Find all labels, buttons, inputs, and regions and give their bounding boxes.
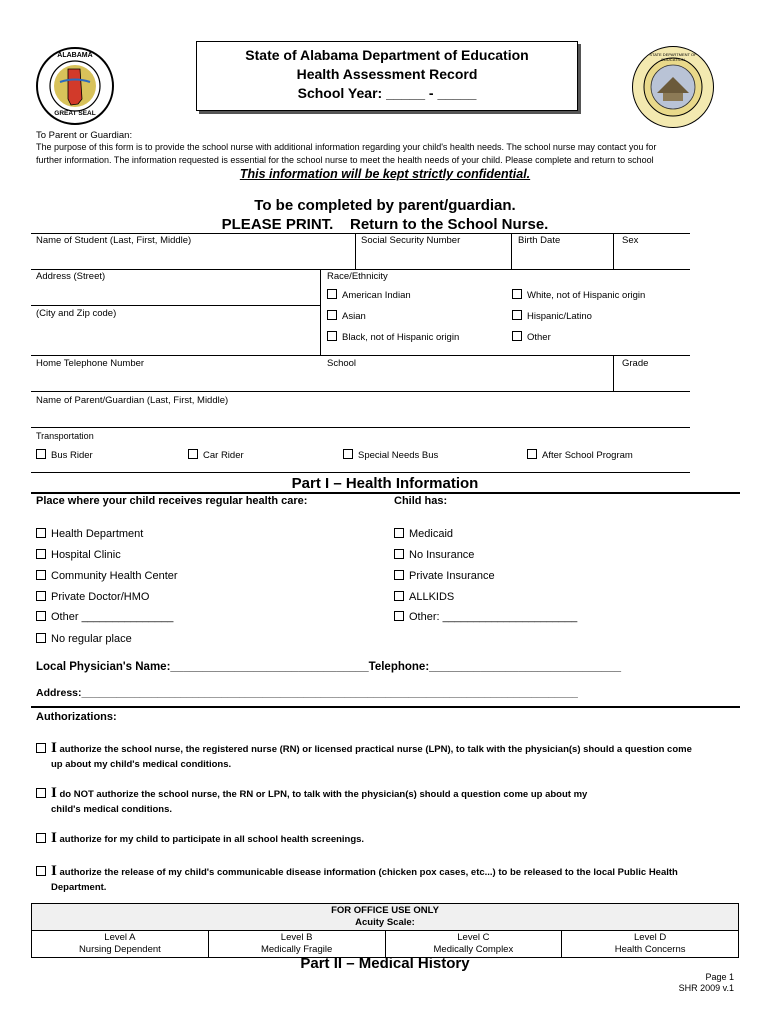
- coverage-option-1[interactable]: Medicaid: [394, 528, 453, 540]
- level-b-desc: Medically Fragile: [260, 944, 333, 955]
- checkbox-icon[interactable]: [36, 449, 46, 459]
- home-phone-label: Home Telephone Number: [36, 358, 145, 369]
- care-option-1[interactable]: Health Department: [36, 528, 143, 540]
- authorization-4[interactable]: I authorize the release of my child's communicable disease information (chicken pox cases, etc...) to be released to the local Public Health Department.: [36, 864, 736, 895]
- checkbox-icon[interactable]: [36, 788, 46, 798]
- checkbox-icon[interactable]: [36, 570, 46, 580]
- acuity-scale-label: Acuity Scale:: [355, 917, 415, 928]
- race-hispanic[interactable]: Hispanic/Latino: [512, 310, 592, 322]
- level-d-desc: Health Concerns: [614, 944, 686, 955]
- level-d: Level D: [634, 932, 667, 943]
- instructions-line-2: PLEASE PRINT. Return to the School Nurse.: [221, 216, 549, 233]
- checkbox-icon[interactable]: [327, 310, 337, 320]
- title-line-3: School Year: _____ - _____: [297, 85, 477, 101]
- school-label: School: [327, 358, 357, 369]
- race-asian[interactable]: Asian: [327, 310, 366, 322]
- transport-after[interactable]: After School Program: [527, 449, 633, 461]
- checkbox-icon[interactable]: [394, 570, 404, 580]
- checkbox-icon[interactable]: [327, 331, 337, 341]
- physician-address-field[interactable]: Address:_____________________________________________________________________________________: [36, 687, 578, 699]
- confidential-notice: This information will be kept strictly confidential.: [239, 167, 531, 181]
- intro-line-1: The purpose of this form is to provide the school nurse with additional information regarding your child's health needs. The school nurse may contact you for: [36, 142, 657, 152]
- level-c-desc: Medically Complex: [433, 944, 514, 955]
- care-option-2[interactable]: Hospital Clinic: [36, 549, 121, 561]
- ssn-label: Social Security Number: [361, 235, 461, 246]
- checkbox-icon[interactable]: [527, 449, 537, 459]
- race-black[interactable]: Black, not of Hispanic origin: [327, 331, 459, 343]
- checkbox-icon[interactable]: [343, 449, 353, 459]
- level-a: Level A: [104, 932, 136, 943]
- seal-text-top: ALABAMA: [57, 52, 93, 59]
- care-option-4[interactable]: Private Doctor/HMO: [36, 591, 149, 603]
- coverage-option-5[interactable]: Other: ______________________: [394, 611, 577, 623]
- authorization-3[interactable]: I authorize for my child to participate in all school health screenings.: [36, 831, 736, 847]
- checkbox-icon[interactable]: [36, 611, 46, 621]
- office-use-heading: FOR OFFICE USE ONLY: [331, 905, 439, 916]
- checkbox-icon[interactable]: [394, 528, 404, 538]
- authorization-2[interactable]: I do NOT authorize the school nurse, the RN or LPN, to talk with the physician(s) should a question come up about my child's medical conditions.: [36, 786, 736, 817]
- intro-line-2: further information. The information requested is essential for the school nurse to meet the health needs of your child. Please complete and return to school: [36, 155, 654, 165]
- city-zip-label: (City and Zip code): [36, 308, 117, 319]
- address-label: Address (Street): [36, 271, 106, 282]
- checkbox-icon[interactable]: [36, 743, 46, 753]
- care-heading: Place where your child receives regular health care:: [36, 495, 308, 507]
- checkbox-icon[interactable]: [36, 549, 46, 559]
- physician-field[interactable]: Local Physician's Name:_______________________________Telephone:______________________________: [36, 661, 622, 673]
- coverage-option-3[interactable]: Private Insurance: [394, 570, 495, 582]
- checkbox-icon[interactable]: [512, 289, 522, 299]
- race-american-indian[interactable]: American Indian: [327, 289, 411, 301]
- title-line-1: State of Alabama Department of Education: [245, 47, 529, 63]
- race-white[interactable]: White, not of Hispanic origin: [512, 289, 645, 301]
- checkbox-icon[interactable]: [394, 611, 404, 621]
- checkbox-icon[interactable]: [36, 591, 46, 601]
- checkbox-icon[interactable]: [36, 633, 46, 643]
- title-line-2: Health Assessment Record: [296, 66, 478, 82]
- authorization-1[interactable]: I authorize the school nurse, the registered nurse (RN) or licensed practical nurse (LPN), to talk with the physician(s) should a question come up about my child's medical conditions.: [36, 741, 736, 772]
- seal-text-bottom: GREAT SEAL: [54, 110, 96, 117]
- transport-car[interactable]: Car Rider: [188, 449, 244, 461]
- race-label: Race/Ethnicity: [327, 271, 388, 282]
- authorizations-heading: Authorizations:: [36, 711, 117, 723]
- level-b: Level B: [280, 932, 313, 943]
- sex-label: Sex: [622, 235, 639, 246]
- parent-name-label: Name of Parent/Guardian (Last, First, Middle): [36, 395, 229, 406]
- transportation-label: Transportation: [36, 431, 94, 441]
- checkbox-icon[interactable]: [36, 528, 46, 538]
- checkbox-icon[interactable]: [394, 591, 404, 601]
- alabama-great-seal-logo: [36, 47, 114, 125]
- coverage-option-4[interactable]: ALLKIDS: [394, 591, 454, 603]
- child-has-heading: Child has:: [394, 495, 448, 507]
- part2-heading: Part II – Medical History: [300, 955, 470, 972]
- student-name-label: Name of Student (Last, First, Middle): [36, 235, 192, 246]
- checkbox-icon[interactable]: [512, 331, 522, 341]
- grade-label: Grade: [622, 358, 649, 369]
- level-c: Level C: [457, 932, 490, 943]
- checkbox-icon[interactable]: [36, 833, 46, 843]
- transport-special[interactable]: Special Needs Bus: [343, 449, 438, 461]
- race-other[interactable]: Other: [512, 331, 551, 343]
- checkbox-icon[interactable]: [512, 310, 522, 320]
- department-of-education-seal-logo: [632, 46, 714, 128]
- care-option-3[interactable]: Community Health Center: [36, 570, 178, 582]
- level-a-desc: Nursing Dependent: [78, 944, 161, 955]
- transport-bus[interactable]: Bus Rider: [36, 449, 93, 461]
- care-option-5[interactable]: Other _______________: [36, 611, 173, 623]
- checkbox-icon[interactable]: [327, 289, 337, 299]
- checkbox-icon[interactable]: [36, 866, 46, 876]
- page-number: Page 1: [705, 972, 734, 982]
- title-box: [196, 41, 578, 111]
- birth-date-label: Birth Date: [518, 235, 561, 246]
- right-seal-text: STATE DEPARTMENT OF EDUCATION: [649, 52, 697, 62]
- checkbox-icon[interactable]: [188, 449, 198, 459]
- care-option-6[interactable]: No regular place: [36, 633, 132, 645]
- checkbox-icon[interactable]: [394, 549, 404, 559]
- form-version: SHR 2009 v.1: [678, 983, 734, 993]
- part1-heading: Part I – Health Information: [291, 475, 479, 492]
- instructions-line-1: To be completed by parent/guardian.: [254, 197, 516, 214]
- acuity-table: [31, 903, 739, 958]
- intro-salutation: To Parent or Guardian:: [36, 130, 133, 141]
- coverage-option-2[interactable]: No Insurance: [394, 549, 474, 561]
